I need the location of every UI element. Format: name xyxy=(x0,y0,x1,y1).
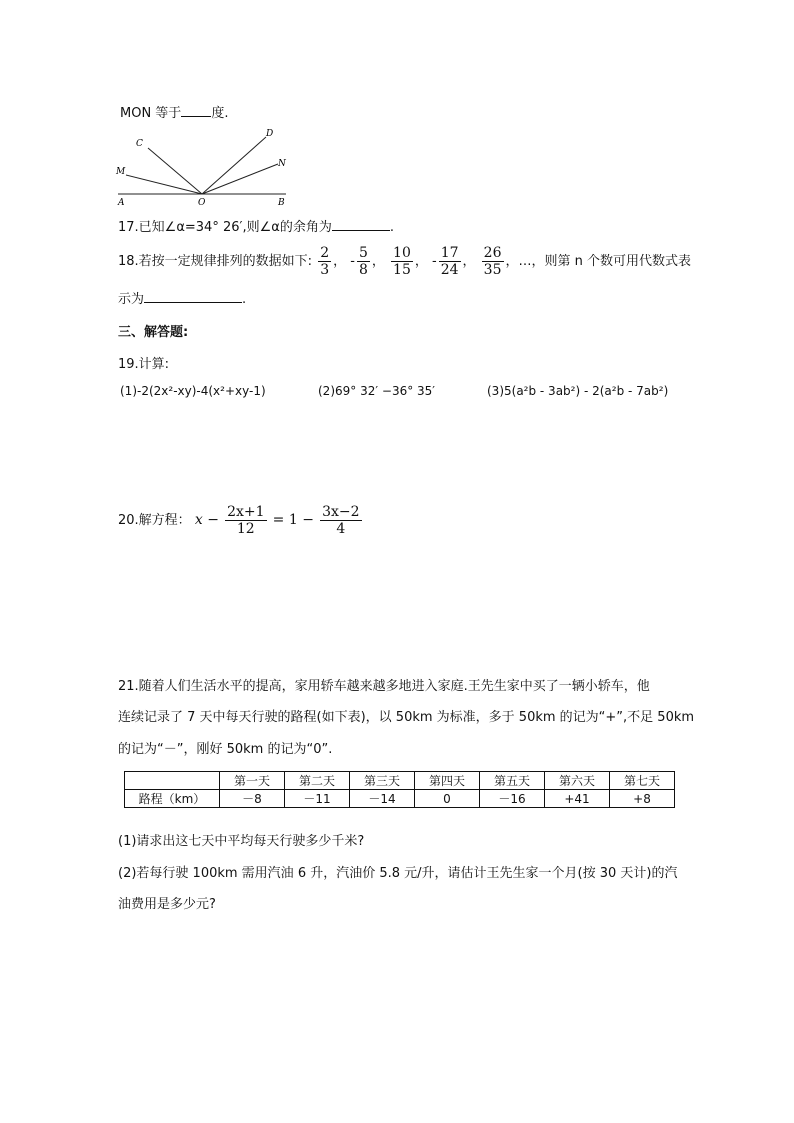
q20-fraction-1: $\frac{2x+1}{12}$ xyxy=(227,504,265,537)
q20 xyxy=(118,500,364,541)
q18-fraction-5: $\frac{26}{35}$ xyxy=(483,245,502,278)
q20-minus: − xyxy=(207,512,219,528)
table-cell: +41 xyxy=(545,790,610,808)
q20-fraction-2: $\frac{3x-2}{4}$ xyxy=(322,504,360,537)
q17-text: 17.已知∠α=34° 26′,则∠α的余角为 xyxy=(118,220,332,235)
label-a: A xyxy=(118,198,125,208)
table-header-cell: 第一天 xyxy=(220,772,285,790)
q19-part-3: (3)5(a²b - 3ab²) - 2(a²b - 7ab²) xyxy=(487,384,669,398)
q19-title: 19.计算: xyxy=(118,357,170,372)
table-cell: －14 xyxy=(350,790,415,808)
table-header-cell: 第六天 xyxy=(545,772,610,790)
q17 xyxy=(118,216,394,235)
q16-angle-figure xyxy=(112,124,302,208)
q21-sub2-line2: 油费用是多少元? xyxy=(118,897,216,912)
q18-line1: 18.若按一定规律排列的数据如下: $\frac{2}{3}$ ， - $\frac{5}{8}$ ， $\frac{10}{15}$ ， - $\frac{17}{24}$ ， $\frac{26}{35}$ ，…，则第 n 个数可用代数式表 xyxy=(118,245,692,278)
q18-fraction-2: $\frac{5}{8}$ xyxy=(358,245,368,278)
q18-fraction-1: $\frac{2}{3}$ xyxy=(320,245,330,278)
q17-answer-blank xyxy=(332,218,390,231)
table-row-label: 路程（km） xyxy=(125,790,220,808)
q20-x: x xyxy=(194,512,203,528)
table-cell: －11 xyxy=(285,790,350,808)
section-3-title: 三、解答题: xyxy=(118,325,189,340)
q17-suffix: . xyxy=(389,220,394,235)
q21-line2: 连续记录了 7 天中每天行驶的路程(如下表)，以 50km 为标准，多于 50km 的记为“+”,不足 50km xyxy=(118,710,695,725)
label-b: B xyxy=(278,198,285,208)
table-cell: 0 xyxy=(415,790,480,808)
label-d: D xyxy=(266,129,274,139)
label-n: N xyxy=(278,159,286,169)
q18-prefix: 18.若按一定规律排列的数据如下: xyxy=(118,254,313,269)
q18-line2 xyxy=(118,288,246,307)
q21-line1: 21.随着人们生活水平的提高，家用轿车越来越多地进入家庭.王先生家中买了一辆小轿车，他 xyxy=(118,679,650,694)
q18-suffix: . xyxy=(242,292,247,307)
table-cell: －8 xyxy=(220,790,285,808)
q16-tail-text: MON 等于 xyxy=(120,106,182,121)
q18-sign-4: - xyxy=(432,254,437,269)
q20-prefix: 20.解方程： xyxy=(118,513,191,528)
table-cell: －16 xyxy=(480,790,545,808)
q18-answer-blank xyxy=(144,290,242,303)
table-header-cell: 第五天 xyxy=(480,772,545,790)
q19-part-1: (1)-2(2x²-xy)-4(x²+xy-1) xyxy=(120,384,266,398)
q21-sub1: (1)请求出这七天中平均每天行驶多少千米? xyxy=(118,834,365,849)
label-m: M xyxy=(116,167,126,177)
table-header-row xyxy=(125,772,675,790)
ray-od xyxy=(202,137,266,194)
q16-tail xyxy=(120,102,228,121)
q20-equals-one: = 1 − xyxy=(272,512,314,528)
q21-sub2-line1: (2)若每行驶 100km 需用汽油 6 升，汽油价 5.8 元/升，请估计王先生家一个月(按 30 天计)的汽 xyxy=(118,866,678,881)
q18-fraction-4: $\frac{17}{24}$ xyxy=(440,245,459,278)
table-header-cell: 第七天 xyxy=(610,772,675,790)
q18-line2-text: 示为 xyxy=(118,292,145,307)
q21-table xyxy=(124,771,675,808)
q19-part-2: (2)69° 32′ −36° 35′ xyxy=(318,384,436,398)
table-header-cell: 第三天 xyxy=(350,772,415,790)
q16-tail-suffix: 度. xyxy=(211,106,229,121)
q18-sign-2: - xyxy=(350,254,355,269)
q18-ellipsis: ，…，则第 n 个数可用代数式表 xyxy=(505,254,692,269)
ray-on xyxy=(202,164,278,194)
label-o: O xyxy=(198,198,206,208)
table-header-cell: 第四天 xyxy=(415,772,480,790)
label-c: C xyxy=(136,139,143,149)
q18-fraction-3: $\frac{10}{15}$ xyxy=(393,245,411,278)
table-cell: +8 xyxy=(610,790,675,808)
table-header-cell xyxy=(125,772,220,790)
q16-answer-blank xyxy=(181,104,211,117)
q21-line3: 的记为“－”，刚好 50km 的记为“0”. xyxy=(118,742,333,757)
table-row xyxy=(125,790,675,808)
table-header-cell: 第二天 xyxy=(285,772,350,790)
